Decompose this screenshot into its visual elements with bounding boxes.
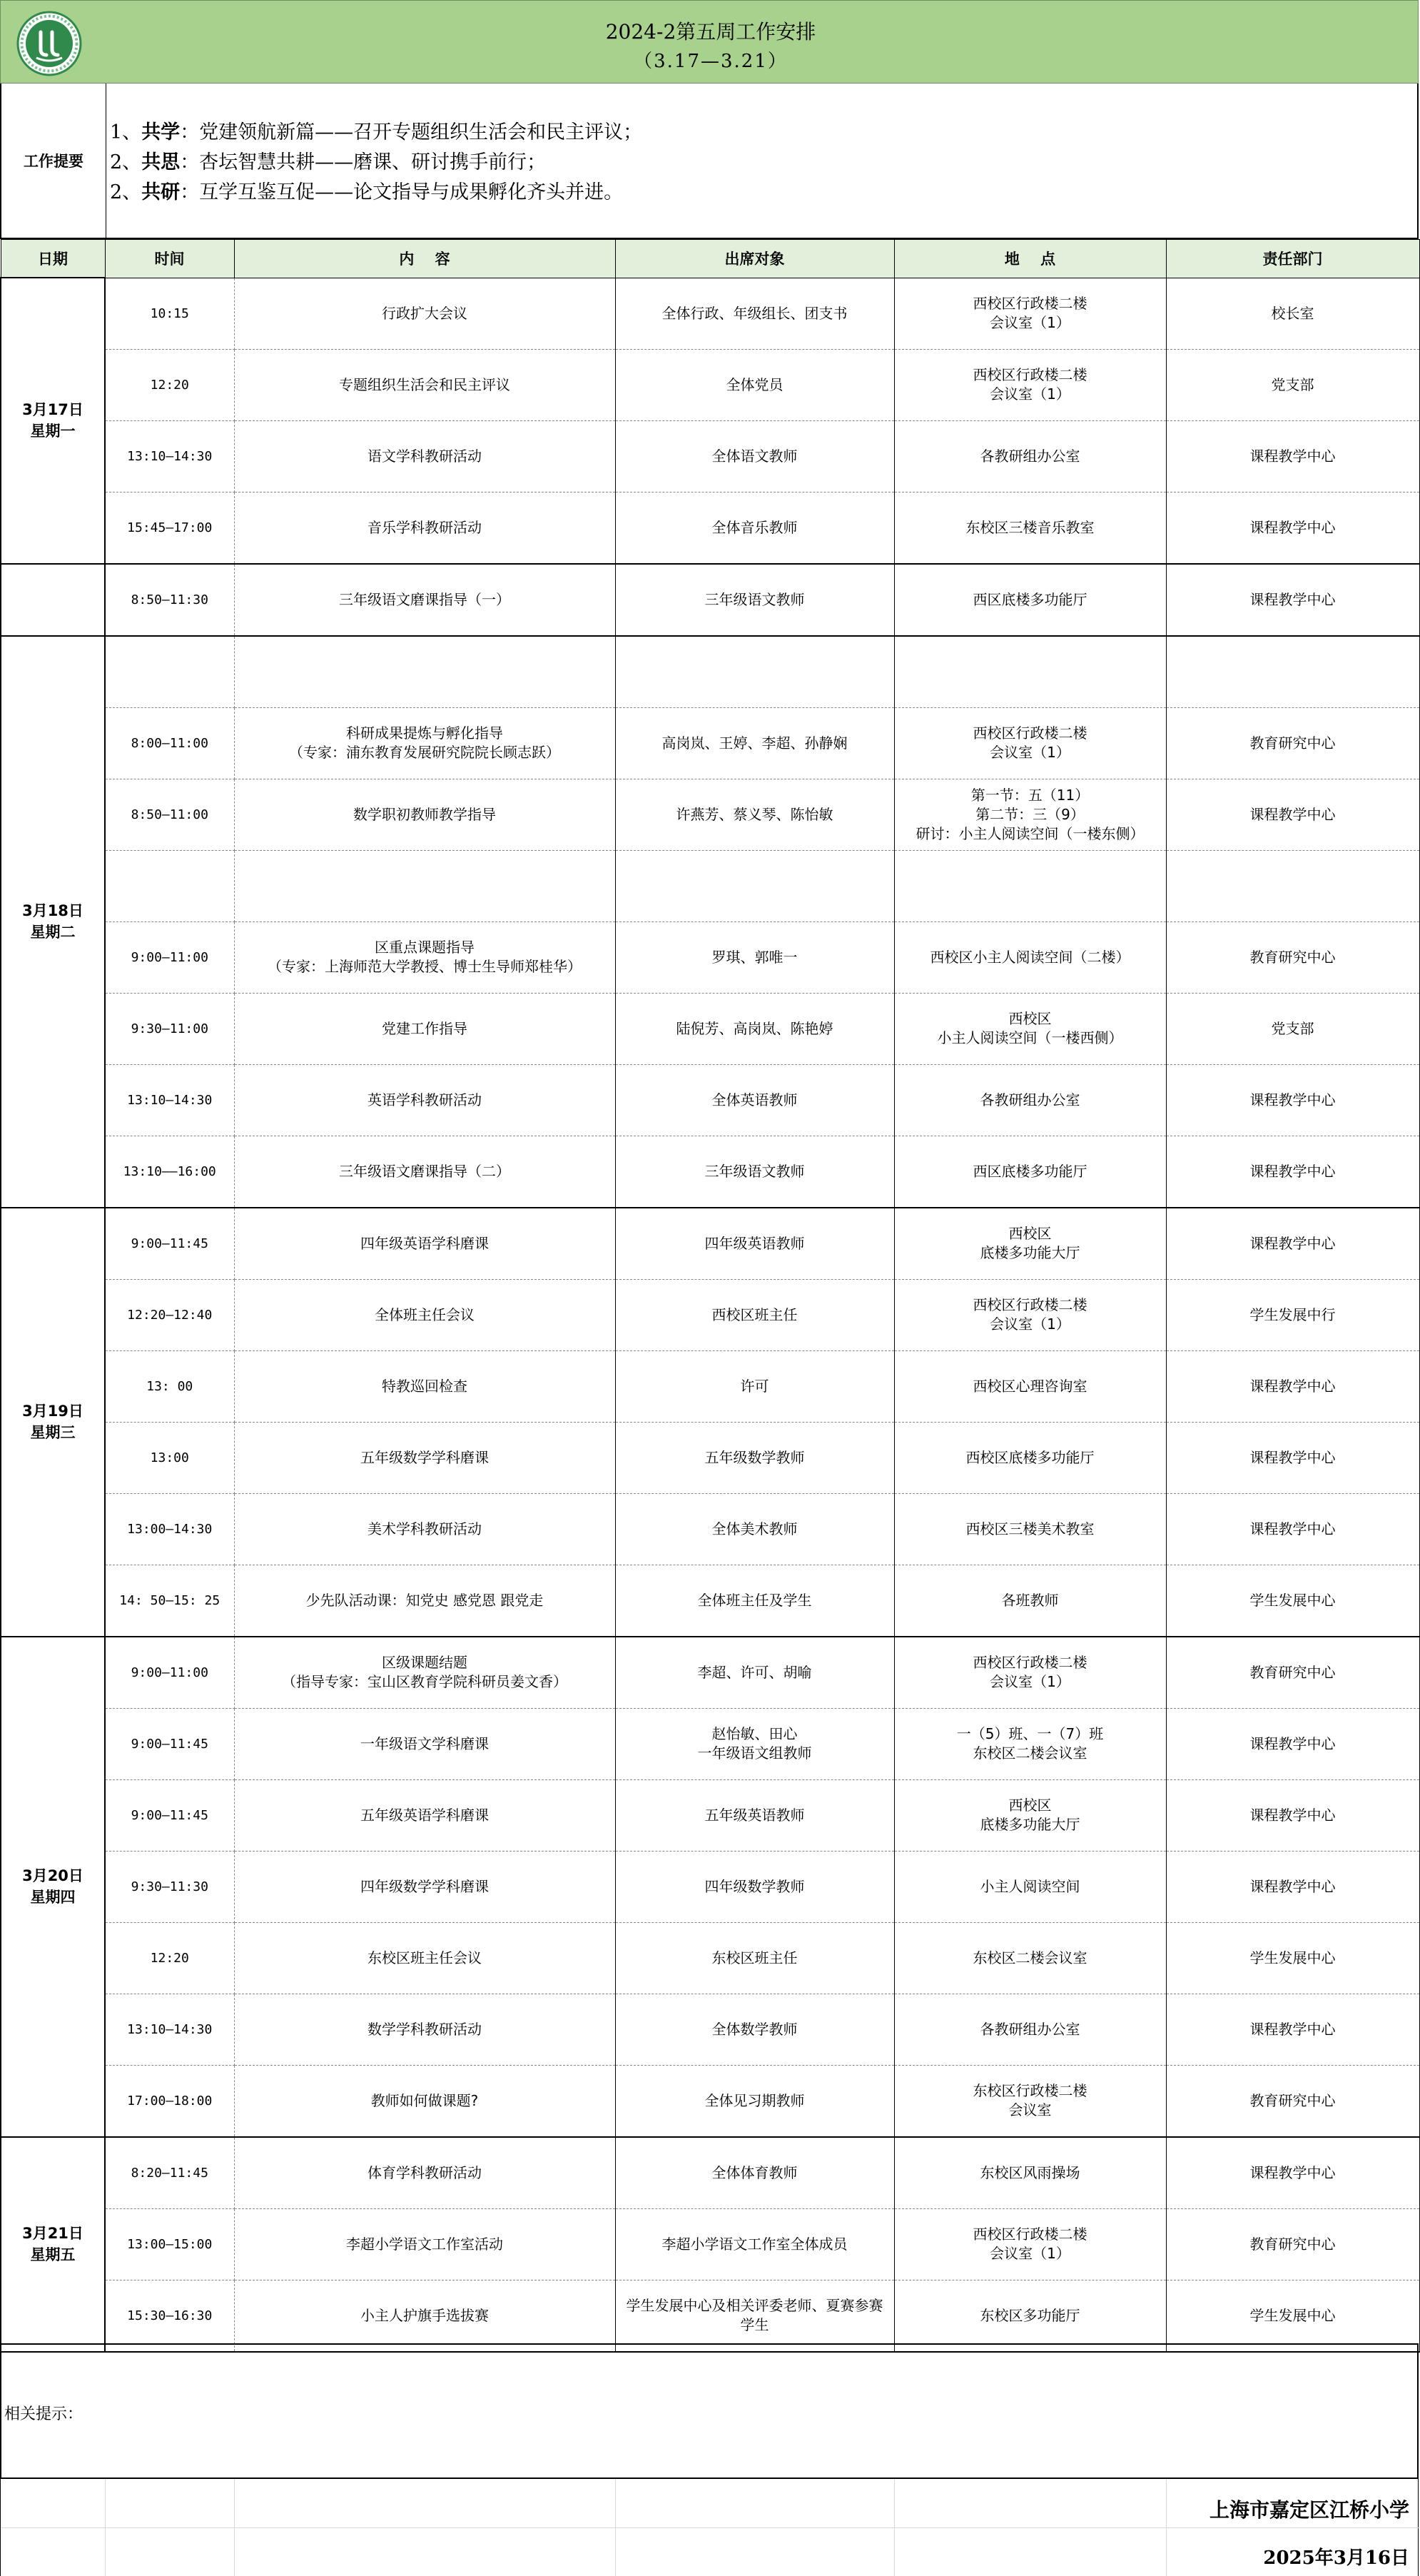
content-cell: 四年级数学学科磨课: [234, 1851, 615, 1922]
dept-cell: 课程教学中心: [1166, 1136, 1419, 1208]
content-cell: 行政扩大会议: [234, 278, 615, 349]
column-header: 日期: [1, 240, 105, 278]
date-label: 3月20日: [22, 1867, 83, 1884]
content-cell: 教师如何做课题?: [234, 2065, 615, 2137]
attendees-cell: 全体音乐教师: [615, 492, 894, 564]
content-cell: 党建工作指导: [234, 993, 615, 1064]
location-cell: 西校区底楼多功能厅: [894, 1422, 1166, 1493]
dept-cell: 教育研究中心: [1166, 921, 1419, 993]
table-row: [1, 2280, 1419, 2352]
time-cell: 12:20: [105, 349, 234, 420]
location-cell: 西校区行政楼二楼 会议室（1）: [894, 2208, 1166, 2280]
dept-cell: 教育研究中心: [1166, 2065, 1419, 2137]
table-row: [1, 636, 1419, 708]
summary-line: 2、共研：互学互鉴互促——论文指导与成果孵化齐头并进。: [110, 181, 624, 203]
attendees-cell: 全体党员: [615, 349, 894, 420]
time-cell: 9:30—11:00: [105, 993, 234, 1064]
location-cell: 西校区心理咨询室: [894, 1350, 1166, 1422]
work-summary: [0, 84, 1419, 239]
issue-date: 2025年3月16日: [1263, 2547, 1409, 2569]
location-cell: [894, 850, 1166, 921]
table-row: [1, 349, 1419, 420]
content-cell: 三年级语文磨课指导（一）: [234, 564, 615, 636]
dept-cell: 课程教学中心: [1166, 2137, 1419, 2209]
dept-cell: 教育研究中心: [1166, 2208, 1419, 2280]
table-row: [1, 2208, 1419, 2280]
content-cell: 五年级英语学科磨课: [234, 1779, 615, 1851]
table-row: [1, 1422, 1419, 1493]
time-cell: 9:30—11:30: [105, 1851, 234, 1922]
title-band: [0, 0, 1419, 84]
content-cell: 小主人护旗手选拔赛: [234, 2280, 615, 2352]
dept-cell: 学生发展中行: [1166, 1279, 1419, 1350]
attendees-cell: 西校区班主任: [615, 1279, 894, 1350]
dept-cell: 学生发展中心: [1166, 1922, 1419, 1994]
attendees-cell: 李超小学语文工作室全体成员: [615, 2208, 894, 2280]
content-cell: 全体班主任会议: [234, 1279, 615, 1350]
content-cell: 语文学科教研活动: [234, 420, 615, 492]
attendees-cell: 全体行政、年级组长、团支书: [615, 278, 894, 349]
dept-cell: 课程教学中心: [1166, 1208, 1419, 1280]
table-row: [1, 1565, 1419, 1637]
weekday-label: 星期三: [30, 1424, 76, 1441]
table-row: [1, 1779, 1419, 1851]
time-cell: 13:10—14:30: [105, 420, 234, 492]
time-cell: [105, 636, 234, 708]
location-cell: 西校区三楼美术教室: [894, 1493, 1166, 1565]
dept-cell: 党支部: [1166, 349, 1419, 420]
column-header: 时间: [105, 240, 234, 278]
tips-section: [0, 2343, 1419, 2479]
date-cell: [1, 278, 105, 564]
attendees-cell: 三年级语文教师: [615, 1136, 894, 1208]
content-cell: 专题组织生活会和民主评议: [234, 349, 615, 420]
location-cell: 一（5）班、一（7）班 东校区二楼会议室: [894, 1708, 1166, 1779]
weekday-label: 星期一: [30, 423, 76, 440]
table-row: [1, 1279, 1419, 1350]
attendees-cell: 赵怡敏、田心 一年级语文组教师: [615, 1708, 894, 1779]
content-cell: 五年级数学学科磨课: [234, 1422, 615, 1493]
dept-cell: [1166, 636, 1419, 708]
weekday-label: 星期四: [30, 1889, 76, 1906]
time-cell: 13:10——16:00: [105, 1136, 234, 1208]
dept-cell: 课程教学中心: [1166, 1493, 1419, 1565]
attendees-cell: 陆倪芳、高岗岚、陈艳婷: [615, 993, 894, 1064]
content-cell: 一年级语文学科磨课: [234, 1708, 615, 1779]
time-cell: 12:20: [105, 1922, 234, 1994]
location-cell: 西校区小主人阅读空间（二楼）: [894, 921, 1166, 993]
content-cell: 数学学科教研活动: [234, 1994, 615, 2065]
location-cell: 西校区行政楼二楼 会议室（1）: [894, 1637, 1166, 1709]
dept-cell: 党支部: [1166, 993, 1419, 1064]
time-cell: 13:00: [105, 1422, 234, 1493]
attendees-cell: [615, 850, 894, 921]
location-cell: 西校区行政楼二楼 会议室（1）: [894, 1279, 1166, 1350]
time-cell: 17:00—18:00: [105, 2065, 234, 2137]
dept-cell: 课程教学中心: [1166, 492, 1419, 564]
page-subtitle: （3.17—3.21）: [634, 51, 788, 72]
time-cell: 13:10—14:30: [105, 1064, 234, 1136]
location-cell: 西区底楼多功能厅: [894, 1136, 1166, 1208]
table-row: [1, 1208, 1419, 1280]
content-cell: 音乐学科教研活动: [234, 492, 615, 564]
column-header: 内 容: [234, 240, 615, 278]
table-row: [1, 420, 1419, 492]
location-cell: 东校区多功能厅: [894, 2280, 1166, 2352]
location-cell: 西校区 底楼多功能大厅: [894, 1208, 1166, 1280]
dept-cell: 课程教学中心: [1166, 420, 1419, 492]
weekday-label: 星期五: [30, 2246, 76, 2263]
weekday-label: 星期二: [30, 924, 76, 941]
table-row: [1, 2065, 1419, 2137]
table-row: [1, 850, 1419, 921]
content-cell: 东校区班主任会议: [234, 1922, 615, 1994]
date-cell: [1, 1208, 105, 1637]
attendees-cell: 罗琪、郭唯一: [615, 921, 894, 993]
table-row: [1, 1922, 1419, 1994]
location-cell: 各教研组办公室: [894, 420, 1166, 492]
attendees-cell: 高岗岚、王婷、李超、孙静娴: [615, 707, 894, 779]
location-cell: 西校区 底楼多功能大厅: [894, 1779, 1166, 1851]
time-cell: [105, 850, 234, 921]
attendees-cell: 全体语文教师: [615, 420, 894, 492]
time-cell: 9:00—11:45: [105, 1708, 234, 1779]
date-label: 3月17日: [22, 401, 83, 419]
dept-cell: 课程教学中心: [1166, 1064, 1419, 1136]
attendees-cell: 李超、许可、胡喻: [615, 1637, 894, 1709]
location-cell: 第一节：五（11） 第二节：三（9） 研讨：小主人阅读空间（一楼东侧）: [894, 779, 1166, 850]
location-cell: [894, 636, 1166, 708]
attendees-cell: 学生发展中心及相关评委老师、夏赛参赛学生: [615, 2280, 894, 2352]
attendees-cell: 四年级数学教师: [615, 1851, 894, 1922]
column-header: 地 点: [894, 240, 1166, 278]
date-cell: [1, 636, 105, 1208]
content-cell: 科研成果提炼与孵化指导 （专家：浦东教育发展研究院院长顾志跃）: [234, 707, 615, 779]
table-row: [1, 1064, 1419, 1136]
time-cell: 14: 50—15: 25: [105, 1565, 234, 1637]
content-cell: 三年级语文磨课指导（二）: [234, 1136, 615, 1208]
table-row: [1, 707, 1419, 779]
time-cell: 13:00—14:30: [105, 1493, 234, 1565]
attendees-cell: 全体美术教师: [615, 1493, 894, 1565]
time-cell: 13:00—15:00: [105, 2208, 234, 2280]
time-cell: 13: 00: [105, 1350, 234, 1422]
column-header: 出席对象: [615, 240, 894, 278]
dept-cell: 课程教学中心: [1166, 1994, 1419, 2065]
table-row: [1, 921, 1419, 993]
content-cell: 四年级英语学科磨课: [234, 1208, 615, 1280]
content-cell: 区重点课题指导 （专家：上海师范大学教授、博士生导师郑桂华）: [234, 921, 615, 993]
time-cell: 9:00—11:45: [105, 1779, 234, 1851]
location-cell: 西校区行政楼二楼 会议室（1）: [894, 278, 1166, 349]
location-cell: 西校区 小主人阅读空间（一楼西侧）: [894, 993, 1166, 1064]
table-row: [1, 1493, 1419, 1565]
dept-cell: 教育研究中心: [1166, 707, 1419, 779]
time-cell: 12:20—12:40: [105, 1279, 234, 1350]
dept-cell: 课程教学中心: [1166, 564, 1419, 636]
dept-cell: 课程教学中心: [1166, 1851, 1419, 1922]
table-row: [1, 278, 1419, 349]
attendees-cell: 五年级英语教师: [615, 1779, 894, 1851]
dept-cell: 课程教学中心: [1166, 779, 1419, 850]
content-cell: 英语学科教研活动: [234, 1064, 615, 1136]
date-label: 3月19日: [22, 1403, 83, 1420]
table-row: [1, 1994, 1419, 2065]
school-name: 上海市嘉定区江桥小学: [1209, 2498, 1409, 2522]
attendees-cell: 许可: [615, 1350, 894, 1422]
dept-cell: 校长室: [1166, 278, 1419, 349]
time-cell: 10:15: [105, 278, 234, 349]
location-cell: 西区底楼多功能厅: [894, 564, 1166, 636]
table-row: [1, 1350, 1419, 1422]
date-label: 3月21日: [22, 2225, 83, 2242]
content-cell: 区级课题结题 （指导专家：宝山区教育学院科研员姜文香）: [234, 1637, 615, 1709]
content-cell: 体育学科教研活动: [234, 2137, 615, 2209]
attendees-cell: 五年级数学教师: [615, 1422, 894, 1493]
location-cell: 小主人阅读空间: [894, 1851, 1166, 1922]
time-cell: 8:00—11:00: [105, 707, 234, 779]
location-cell: 东校区行政楼二楼 会议室: [894, 2065, 1166, 2137]
time-cell: 8:50—11:30: [105, 564, 234, 636]
table-row: [1, 1637, 1419, 1709]
attendees-cell: [615, 636, 894, 708]
content-cell: 美术学科教研活动: [234, 1493, 615, 1565]
table-row: [1, 564, 1419, 636]
attendees-cell: 四年级英语教师: [615, 1208, 894, 1280]
summary-label: 工作提要: [1, 84, 106, 238]
table-row: [1, 492, 1419, 564]
location-cell: 东校区风雨操场: [894, 2137, 1166, 2209]
location-cell: 东校区二楼会议室: [894, 1922, 1166, 1994]
time-cell: 8:50—11:00: [105, 779, 234, 850]
footer: [0, 2479, 1419, 2576]
attendees-cell: 东校区班主任: [615, 1922, 894, 1994]
time-cell: 9:00—11:45: [105, 1208, 234, 1280]
attendees-cell: 全体体育教师: [615, 2137, 894, 2209]
attendees-cell: 全体班主任及学生: [615, 1565, 894, 1637]
table-row: [1, 1851, 1419, 1922]
time-cell: 13:10—14:30: [105, 1994, 234, 2065]
location-cell: 各教研组办公室: [894, 1994, 1166, 2065]
content-cell: 李超小学语文工作室活动: [234, 2208, 615, 2280]
table-row: [1, 993, 1419, 1064]
table-row: [1, 779, 1419, 850]
table-row: [1, 2137, 1419, 2209]
date-cell: [1, 564, 105, 636]
date-cell: [1, 2137, 105, 2352]
dept-cell: 课程教学中心: [1166, 1779, 1419, 1851]
time-cell: 9:00—11:00: [105, 1637, 234, 1709]
location-cell: 各班教师: [894, 1565, 1166, 1637]
content-cell: 少先队活动课：知党史 感党恩 跟党走: [234, 1565, 615, 1637]
table-header-row: [1, 240, 1419, 278]
summary-lines: [110, 118, 642, 208]
location-cell: 东校区三楼音乐教室: [894, 492, 1166, 564]
column-header: 责任部门: [1166, 240, 1419, 278]
tips-label: 相关提示：: [4, 2405, 83, 2423]
content-cell: 数学职初教师教学指导: [234, 779, 615, 850]
dept-cell: 教育研究中心: [1166, 1637, 1419, 1709]
attendees-cell: 全体数学教师: [615, 1994, 894, 2065]
page-title: 2024-2第五周工作安排: [605, 20, 816, 44]
time-cell: 15:30—16:30: [105, 2280, 234, 2352]
location-cell: 各教研组办公室: [894, 1064, 1166, 1136]
summary-line: 1、共学：党建领航新篇——召开专题组织生活会和民主评议；: [110, 121, 643, 143]
schedule-table: [0, 239, 1420, 2353]
table-row: [1, 1708, 1419, 1779]
time-cell: 8:20—11:45: [105, 2137, 234, 2209]
date-label: 3月18日: [22, 902, 83, 919]
dept-cell: 学生发展中心: [1166, 1565, 1419, 1637]
attendees-cell: 许燕芳、蔡义琴、陈怡敏: [615, 779, 894, 850]
location-cell: 西校区行政楼二楼 会议室（1）: [894, 349, 1166, 420]
summary-line: 2、共思：杏坛智慧共耕——磨课、研讨携手前行；: [110, 151, 547, 173]
dept-cell: 学生发展中心: [1166, 2280, 1419, 2352]
dept-cell: 课程教学中心: [1166, 1350, 1419, 1422]
dept-cell: [1166, 850, 1419, 921]
content-cell: [234, 850, 615, 921]
dept-cell: 课程教学中心: [1166, 1708, 1419, 1779]
attendees-cell: 三年级语文教师: [615, 564, 894, 636]
location-cell: 西校区行政楼二楼 会议室（1）: [894, 707, 1166, 779]
content-cell: [234, 636, 615, 708]
table-row: [1, 1136, 1419, 1208]
dept-cell: 课程教学中心: [1166, 1422, 1419, 1493]
time-cell: 9:00—11:00: [105, 921, 234, 993]
attendees-cell: 全体见习期教师: [615, 2065, 894, 2137]
date-cell: [1, 1637, 105, 2137]
time-cell: 15:45—17:00: [105, 492, 234, 564]
attendees-cell: 全体英语教师: [615, 1064, 894, 1136]
content-cell: 特教巡回检查: [234, 1350, 615, 1422]
